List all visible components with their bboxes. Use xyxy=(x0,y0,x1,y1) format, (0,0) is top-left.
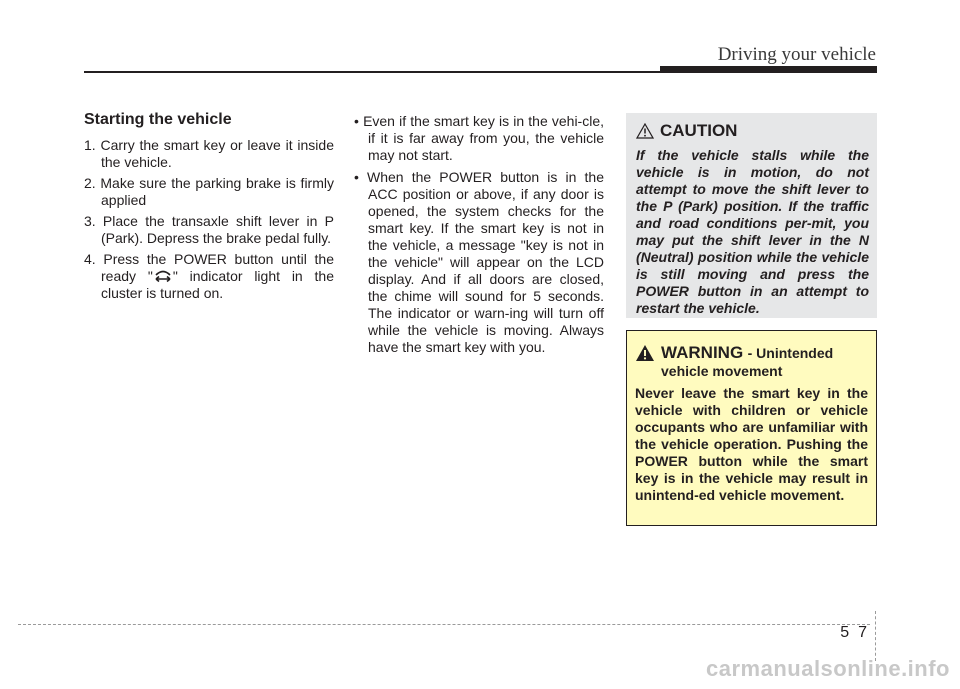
caution-triangle-icon xyxy=(636,123,654,139)
ready-indicator-icon xyxy=(153,269,173,283)
starting-section xyxy=(84,111,334,306)
header-rule-thick xyxy=(660,66,877,73)
warning-triangle-icon xyxy=(635,344,655,362)
note-item: • When the POWER button is in the ACC position or above, if any door is opened, the system checks for the smart key. If the smart key is not in the vehicle, a message "key is not in the vehicle" will appear on the LCD display. And if all doors are closed, the chime will sound for 5 seconds. The indicator or warn-ing will turn off while the vehicle is moving. Always have the smart key with you. xyxy=(354,169,604,355)
notes-list xyxy=(354,113,604,356)
warning-box xyxy=(626,330,877,526)
steps-list xyxy=(84,137,334,302)
section-heading: Starting the vehicle xyxy=(84,111,232,128)
note-text: Even if the smart key is in the vehi-cle, if it is far away from you, the vehicle may not start. xyxy=(363,113,605,163)
warning-subtitle-line2: vehicle movement xyxy=(661,363,783,379)
watermark: carmanualsonline.info xyxy=(706,656,950,681)
notes-section xyxy=(354,113,604,361)
step-text-before: 4. Press the POWER button until the ready " xyxy=(84,251,334,284)
caution-title: CAUTION xyxy=(660,121,738,140)
warning-header xyxy=(635,343,868,363)
step-text-after: " indicator light in the cluster is turned on. xyxy=(101,268,334,301)
header-rule xyxy=(84,71,676,73)
page-number: 57 xyxy=(840,624,876,641)
caution-text: If the vehicle stalls while the vehicle is in motion, do not attempt to move the shift lever to the P (Park) position. If the traffic and road conditions per-mit, you may put the shift lever in the N (Neutral) position while the vehicle is still moving and press the POWER button in an attempt to restart the vehicle. xyxy=(636,147,869,316)
footer-rule xyxy=(18,624,870,625)
step-item: 3. Place the transaxle shift lever in P (Park). Depress the brake pedal fully. xyxy=(84,213,334,246)
caution-box xyxy=(626,113,877,318)
warning-subtitle: - Unintended xyxy=(747,345,834,361)
warning-title: WARNING xyxy=(661,343,744,362)
step-item: 2. Make sure the parking brake is firmly applied xyxy=(84,175,334,208)
warning-text: Never leave the smart key in the vehicle with children or vehicle occupants who are unfamiliar with the vehicle operation. Pushing the POWER button while the smart key is in the vehicle may result in unintend-ed vehicle movement. xyxy=(635,385,868,503)
step-item: 1. Carry the smart key or leave it inside the vehicle. xyxy=(84,137,334,170)
step-item xyxy=(84,251,334,302)
caution-header xyxy=(636,121,869,141)
note-item: • Even if the smart key is in the vehi-cle, if it is far away from you, the vehicle may not start. xyxy=(354,113,605,163)
note-text: When the POWER button is in the ACC position or above, if any door is opened, the system checks for the smart key. If the smart key is not in the vehicle, a message "key is not in the vehicle" will appear on the LCD display. And if all doors are closed, the chime will sound for 5 seconds. The indicator or warn-ing will turn off while the vehicle is moving. Always have the smart key with you. xyxy=(367,169,604,355)
section-title: Driving your vehicle xyxy=(717,44,876,65)
